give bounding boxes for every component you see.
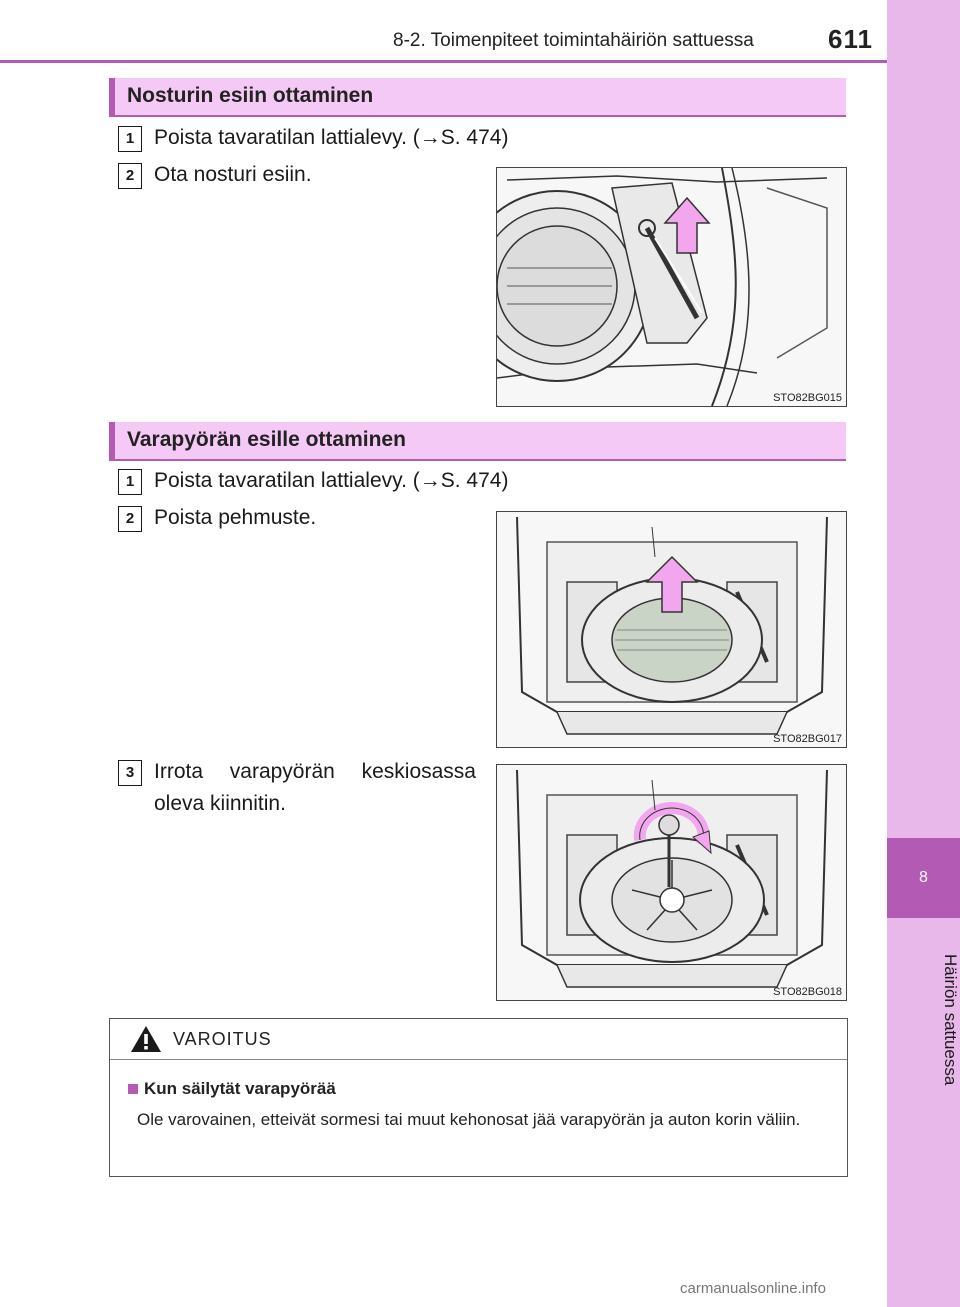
- step-number-badge: 3: [118, 760, 142, 786]
- warning-body: Ole varovainen, etteivät sormesi tai muut kehonosat jää varapyörän ja auton korin väliin.: [137, 1110, 801, 1129]
- warning-box: [109, 1018, 848, 1177]
- figure-release-clamp: [496, 764, 847, 1001]
- step-text: Poista pehmuste.: [154, 506, 317, 529]
- chapter-number-tab[interactable]: 8: [887, 838, 960, 918]
- section-header-title: 8-2. Toimenpiteet toimintahäiriön sattuessa: [393, 30, 754, 51]
- warning-subtitle-text: Kun säilytät varapyörää: [144, 1079, 336, 1098]
- warning-triangle-icon: [130, 1025, 162, 1053]
- watermark: carmanualsonline.info: [680, 1280, 826, 1297]
- step-number-badge: 2: [118, 163, 142, 189]
- jack-illustration: [497, 168, 846, 406]
- header-rule: [0, 60, 887, 63]
- section-heading-bar: [109, 78, 115, 115]
- warning-label: VAROITUS: [173, 1029, 272, 1049]
- figure-code: STO82BG018: [773, 986, 842, 998]
- step-text: Ota nosturi esiin.: [154, 163, 312, 186]
- figure-code: STO82BG015: [773, 392, 842, 404]
- figure-jack-removal: [496, 167, 847, 407]
- section-title: Nosturin esiin ottaminen: [127, 84, 374, 107]
- step-number-badge: 1: [118, 469, 142, 495]
- step-number-badge: 1: [118, 126, 142, 152]
- warning-header: [110, 1019, 847, 1060]
- square-bullet-icon: [128, 1084, 138, 1094]
- figure-remove-cushion: [496, 511, 847, 748]
- warning-subtitle: [128, 1079, 336, 1099]
- section-title: Varapyörän esille ottaminen: [127, 428, 406, 451]
- chapter-side-tab: [887, 0, 960, 1307]
- figure-code: STO82BG017: [773, 733, 842, 745]
- clamp-illustration: [497, 765, 846, 1000]
- section-heading-jack: [109, 78, 846, 117]
- step-text: Poista tavaratilan lattialevy. (→S. 474): [154, 126, 509, 149]
- section-heading-bar: [109, 422, 115, 459]
- section-heading-spare-tire: [109, 422, 846, 461]
- step-text: Irrota varapyörän keskiosassa oleva kiinnitin.: [154, 760, 476, 815]
- step-number-badge: 2: [118, 506, 142, 532]
- chapter-title-tab: Häiriön sattuessa: [941, 954, 960, 1086]
- cushion-illustration: [497, 512, 846, 747]
- page-number: 611: [828, 24, 873, 54]
- step-text: Poista tavaratilan lattialevy. (→S. 474): [154, 469, 509, 492]
